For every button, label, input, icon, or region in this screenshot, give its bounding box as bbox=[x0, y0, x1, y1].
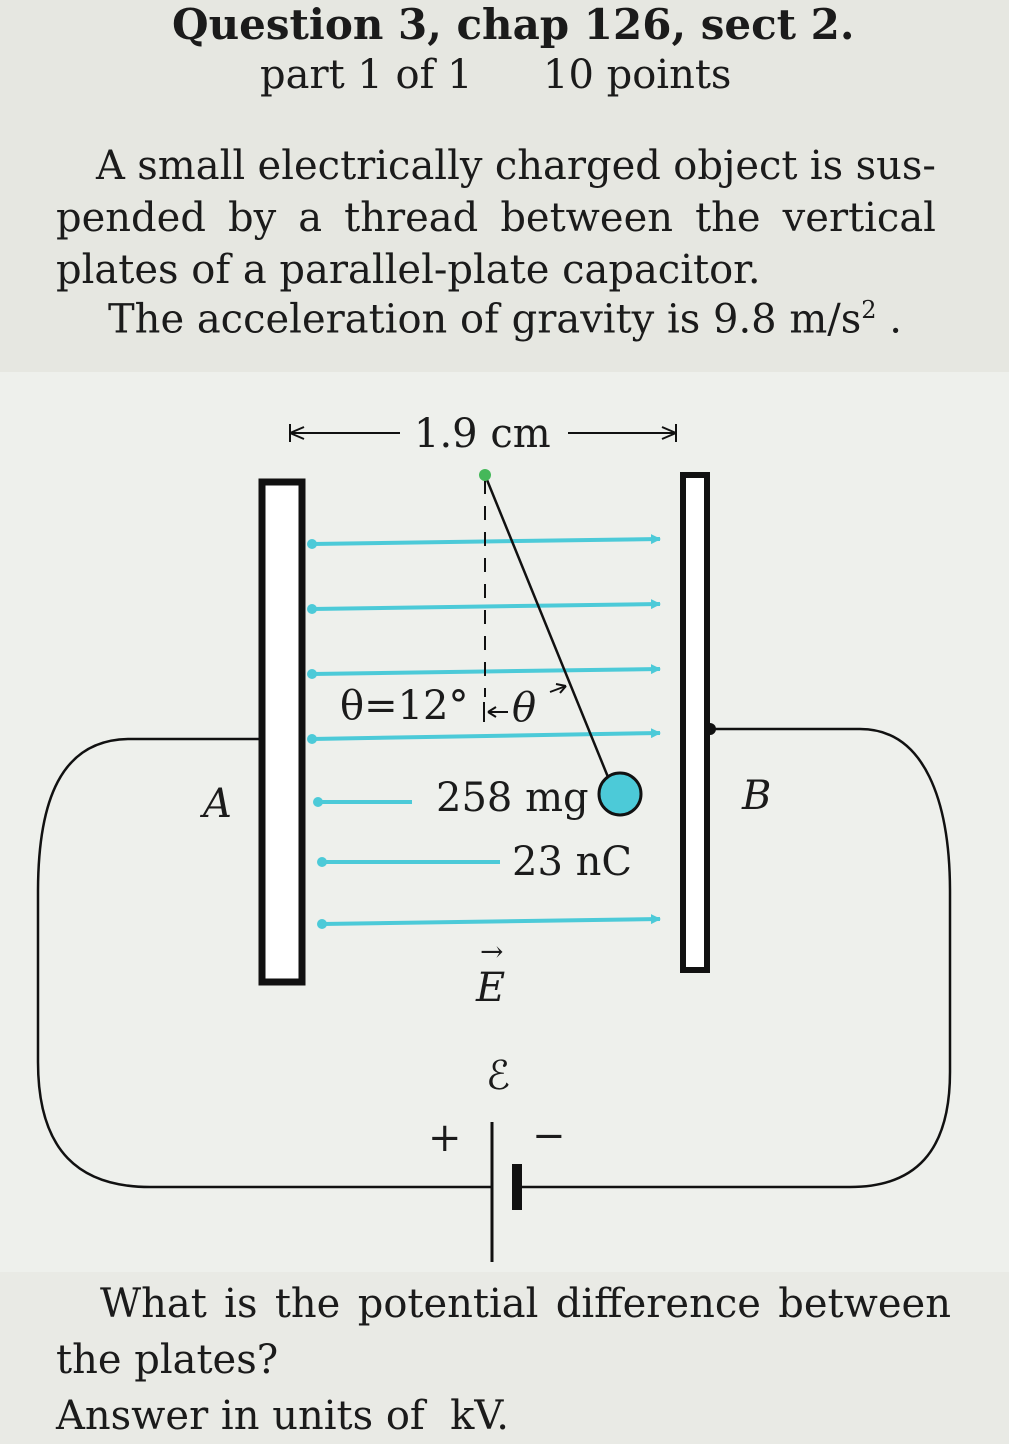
header bbox=[0, 0, 1009, 372]
word: is bbox=[809, 143, 844, 189]
question-title: Question 3, chap 126, sect 2. bbox=[172, 0, 855, 49]
problem-line-1 bbox=[56, 140, 936, 192]
word: thread bbox=[344, 195, 479, 241]
word: the bbox=[695, 195, 761, 241]
field-vector-arrow: → bbox=[480, 935, 504, 968]
gravity-exponent: 2 bbox=[861, 296, 877, 324]
word: What bbox=[100, 1281, 207, 1327]
word: potential bbox=[357, 1281, 539, 1327]
battery bbox=[492, 1122, 522, 1262]
word: charged bbox=[494, 143, 661, 189]
gravity-period: . bbox=[889, 296, 902, 343]
part-label: part 1 of 1 bbox=[260, 52, 473, 98]
word: by bbox=[227, 195, 277, 241]
question-prompt bbox=[56, 1276, 951, 1444]
word: the bbox=[274, 1281, 341, 1327]
separation-label: 1.9 cm bbox=[414, 411, 551, 457]
word: a bbox=[298, 195, 323, 241]
battery-plus: + bbox=[428, 1115, 462, 1161]
word: electrically bbox=[257, 143, 483, 189]
word: sus- bbox=[855, 143, 936, 189]
angle-label: θ=12° bbox=[340, 683, 469, 729]
charge-label: 23 nC bbox=[512, 839, 632, 885]
problem-statement bbox=[56, 140, 936, 296]
word: between bbox=[500, 195, 674, 241]
pivot-point bbox=[479, 469, 491, 481]
mass-label: 258 mg bbox=[436, 775, 589, 821]
plate-a bbox=[262, 482, 302, 982]
problem-line-2 bbox=[56, 192, 936, 244]
charged-sphere bbox=[599, 773, 641, 815]
word: A bbox=[96, 143, 125, 189]
gravity-text: The acceleration of gravity is 9.8 m/s bbox=[108, 296, 862, 343]
battery-minus: − bbox=[532, 1113, 566, 1159]
word: vertical bbox=[782, 195, 936, 241]
theta-label: θ bbox=[512, 685, 537, 731]
word: pended bbox=[56, 195, 206, 241]
plate-b-label: B bbox=[742, 773, 772, 819]
field-symbol: E bbox=[476, 965, 506, 1011]
points-label: 10 points bbox=[543, 52, 732, 98]
plate-a-label: A bbox=[203, 781, 232, 827]
answer-units: Answer in units of kV. bbox=[56, 1393, 509, 1439]
word: small bbox=[137, 143, 246, 189]
question-line-2: the plates? bbox=[56, 1337, 279, 1383]
word: object bbox=[673, 143, 798, 189]
plate-b bbox=[683, 475, 707, 970]
word: between bbox=[778, 1281, 951, 1327]
word: is bbox=[224, 1281, 258, 1327]
question-line-1 bbox=[56, 1276, 951, 1332]
gravity-statement bbox=[108, 296, 902, 342]
problem-line-3: plates of a parallel-plate capacitor. bbox=[56, 247, 761, 293]
circuit-diagram bbox=[0, 372, 1009, 1272]
capacitor-figure bbox=[0, 372, 1009, 1272]
word: difference bbox=[555, 1281, 761, 1327]
emf-symbol: ℰ bbox=[486, 1053, 511, 1099]
